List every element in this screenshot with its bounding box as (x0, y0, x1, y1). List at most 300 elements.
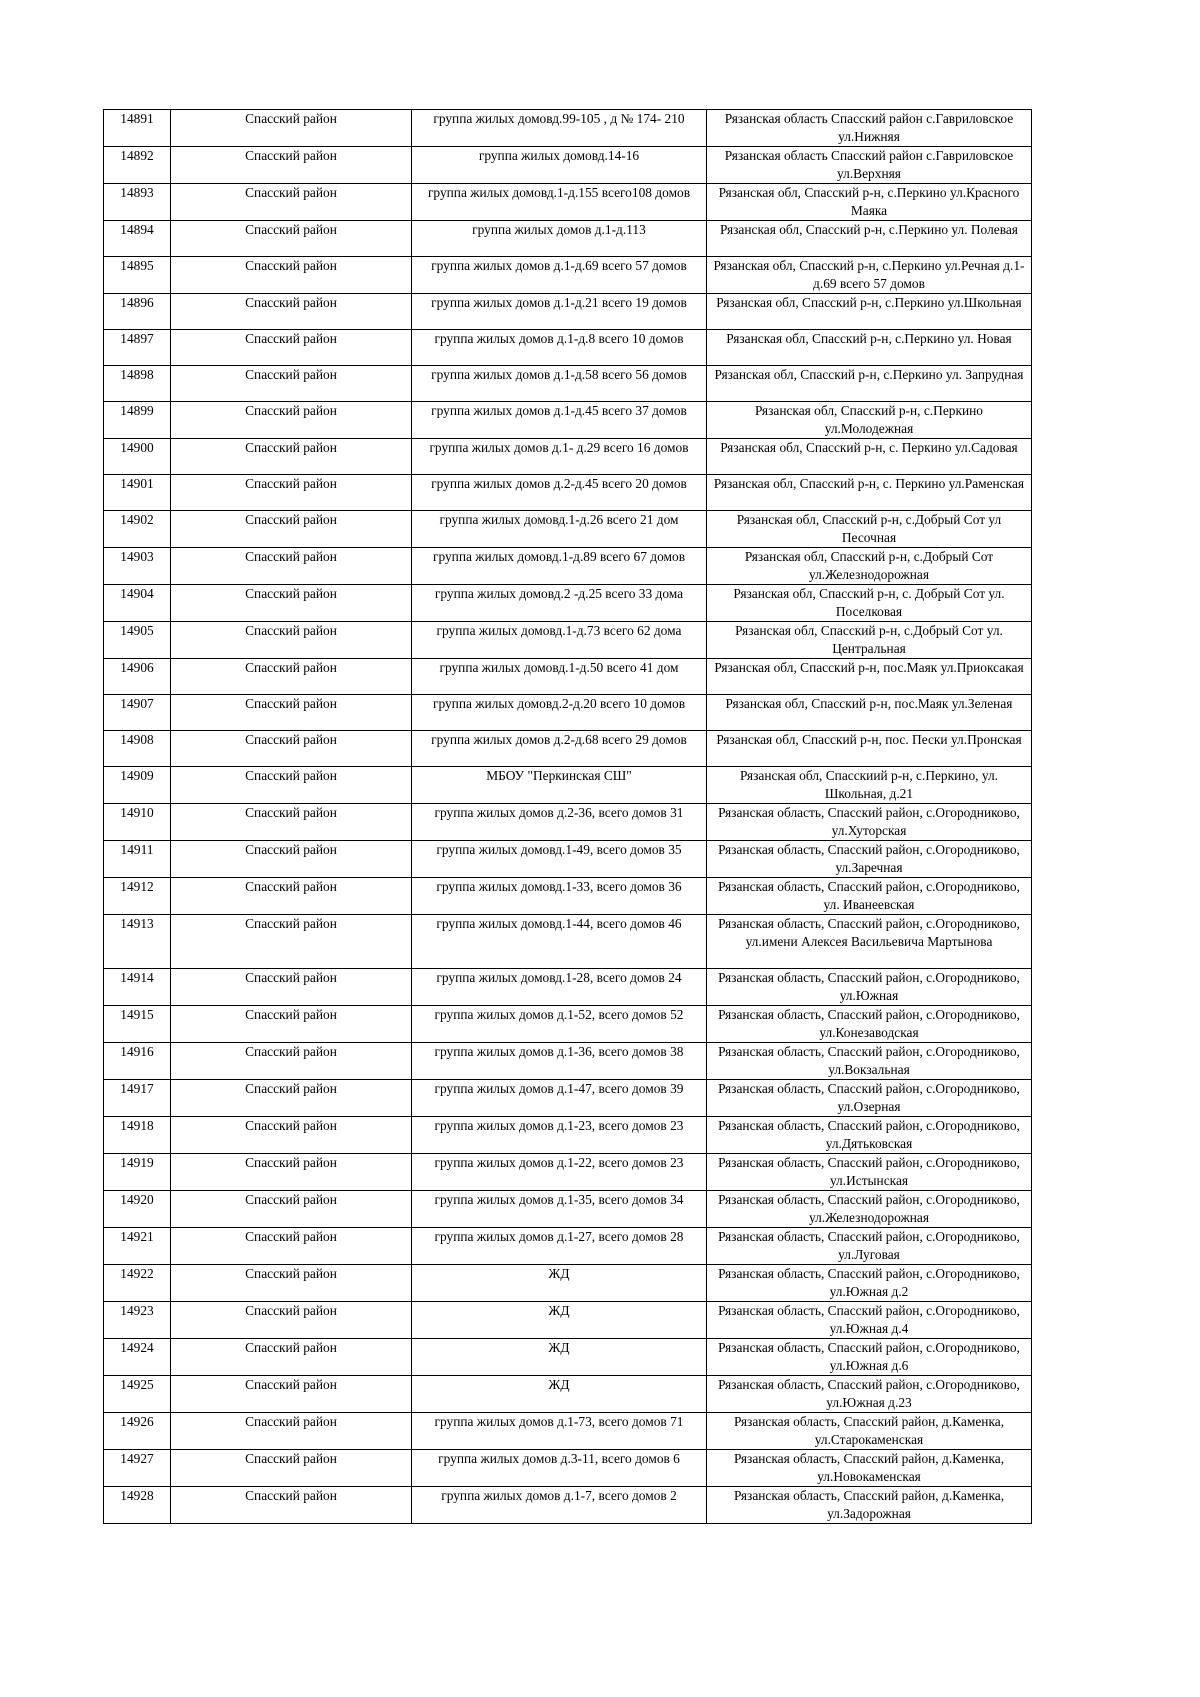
cell-object-text: группа жилых домов д.2-36, всего домов 31 (434, 805, 684, 820)
cell-number (104, 804, 171, 841)
cell-object (412, 147, 707, 184)
cell-address (707, 366, 1032, 402)
cell-object-text: группа жилых домовд.1-д.26 всего 21 дом (439, 512, 679, 527)
cell-number (104, 1006, 171, 1043)
table-row (104, 767, 1032, 804)
cell-district-text: Спасский район (245, 185, 337, 200)
table-row (104, 878, 1032, 915)
cell-district (171, 475, 412, 511)
cell-district-text: Спасский район (245, 1155, 337, 1170)
cell-number-text: 14909 (120, 768, 154, 783)
cell-object-text: группа жилых домов д.1-д.58 всего 56 домов (431, 367, 687, 382)
cell-address-text: Рязанская обл, Спасский р-н, с.Перкино ул. Запрудная (714, 367, 1024, 382)
cell-object (412, 1339, 707, 1376)
cell-object-text: группа жилых домовд.1-49, всего домов 35 (436, 842, 682, 857)
cell-object (412, 804, 707, 841)
cell-object-text: группа жилых домовд.99-105 , д № 174- 210 (433, 111, 685, 126)
cell-object-text: группа жилых домов д.1-д.8 всего 10 домов (434, 331, 684, 346)
cell-number (104, 330, 171, 366)
cell-address-text: Рязанская область, Спасский район, с.Огородниково, ул.Южная д.23 (718, 1377, 1020, 1410)
cell-number (104, 767, 171, 804)
cell-address-text: Рязанская область, Спасский район, с.Огородниково, ул.Заречная (718, 842, 1020, 875)
cell-object-text: группа жилых домовд.1-д.73 всего 62 дома (436, 623, 682, 638)
cell-object (412, 402, 707, 439)
cell-object (412, 1117, 707, 1154)
cell-address (707, 402, 1032, 439)
cell-address (707, 1080, 1032, 1117)
cell-number-text: 14896 (120, 295, 154, 310)
cell-object (412, 622, 707, 659)
cell-district (171, 184, 412, 221)
cell-district-text: Спасский район (245, 476, 337, 491)
cell-number-text: 14923 (120, 1303, 154, 1318)
cell-number-text: 14916 (120, 1044, 154, 1059)
cell-district-text: Спасский район (245, 1007, 337, 1022)
cell-object-text: группа жилых домовд.14-16 (478, 148, 640, 163)
table-row (104, 511, 1032, 548)
table-row (104, 110, 1032, 147)
cell-number (104, 402, 171, 439)
cell-number (104, 184, 171, 221)
cell-address (707, 1154, 1032, 1191)
cell-address-text: Рязанская область, Спасский район, с.Огородниково, ул.Вокзальная (718, 1044, 1020, 1077)
cell-number-text: 14911 (120, 842, 154, 857)
cell-number (104, 221, 171, 257)
cell-number-text: 14907 (120, 696, 154, 711)
cell-number-text: 14898 (120, 367, 154, 382)
cell-district (171, 1450, 412, 1487)
cell-object-text: ЖД (548, 1377, 570, 1392)
cell-object (412, 878, 707, 915)
cell-object (412, 1376, 707, 1413)
table-row (104, 1117, 1032, 1154)
cell-number (104, 110, 171, 147)
cell-district-text: Спасский район (245, 1266, 337, 1281)
cell-district (171, 1117, 412, 1154)
cell-district-text: Спасский район (245, 1451, 337, 1466)
cell-object-text: группа жилых домов д.1-27, всего домов 28 (434, 1229, 684, 1244)
cell-object (412, 1080, 707, 1117)
cell-district-text: Спасский район (245, 331, 337, 346)
cell-number-text: 14892 (120, 148, 154, 163)
cell-address-text: Рязанская обл, Спасскиий р-н, с.Перкино, ул. Школьная, д.21 (739, 768, 998, 801)
cell-district (171, 366, 412, 402)
table-row (104, 402, 1032, 439)
cell-object (412, 767, 707, 804)
cell-number-text: 14915 (120, 1007, 154, 1022)
cell-address-text: Рязанская обл, Спасский р-н, с.Добрый Сот ул. Центральная (735, 623, 1003, 656)
cell-object (412, 659, 707, 695)
cell-district (171, 402, 412, 439)
cell-address-text: Рязанская обл, Спасский р-н, с.Перкино ул. Полевая (720, 222, 1018, 237)
cell-number (104, 841, 171, 878)
cell-number-text: 14891 (120, 111, 154, 126)
cell-object-text: группа жилых домовд.2-д.20 всего 10 домов (432, 696, 686, 711)
cell-district-text: Спасский район (245, 1488, 337, 1503)
cell-object-text: группа жилых домовд.1-д.50 всего 41 дом (439, 660, 679, 675)
cell-district (171, 548, 412, 585)
cell-address (707, 878, 1032, 915)
cell-address (707, 1043, 1032, 1080)
cell-object-text: группа жилых домовд.2 -д.25 всего 33 дома (434, 586, 684, 601)
table-row (104, 1006, 1032, 1043)
cell-number (104, 1117, 171, 1154)
table-row (104, 330, 1032, 366)
cell-object-text: группа жилых домовд.1-д.89 всего 67 домов (432, 549, 686, 564)
table-row (104, 841, 1032, 878)
registry-table (103, 109, 1032, 1524)
cell-number (104, 915, 171, 969)
cell-address (707, 1006, 1032, 1043)
cell-district (171, 1487, 412, 1524)
cell-address-text: Рязанская обл, Спасский р-н, с.Перкино ул.Молодежная (754, 403, 983, 436)
cell-address (707, 1376, 1032, 1413)
cell-district-text: Спасский район (245, 732, 337, 747)
cell-address (707, 1450, 1032, 1487)
cell-district-text: Спасский район (245, 696, 337, 711)
cell-district-text: Спасский район (245, 879, 337, 894)
cell-address-text: Рязанская обл, Спасский р-н, с.Перкино ул.Речная д.1-д.69 всего 57 домов (713, 258, 1025, 291)
cell-number-text: 14902 (120, 512, 154, 527)
cell-district-text: Спасский район (245, 1414, 337, 1429)
cell-object (412, 110, 707, 147)
cell-district (171, 330, 412, 366)
registry-table-body (104, 110, 1032, 1524)
cell-object (412, 695, 707, 731)
cell-object (412, 1228, 707, 1265)
cell-number (104, 1376, 171, 1413)
cell-district-text: Спасский район (245, 1340, 337, 1355)
cell-address (707, 1413, 1032, 1450)
cell-district-text: Спасский район (245, 623, 337, 638)
cell-number (104, 147, 171, 184)
cell-object (412, 1154, 707, 1191)
cell-object (412, 511, 707, 548)
cell-district-text: Спасский район (245, 512, 337, 527)
cell-object-text: группа жилых домов д.1-35, всего домов 34 (434, 1192, 684, 1207)
cell-object-text: группа жилых домовд.1-28, всего домов 24 (436, 970, 682, 985)
cell-number-text: 14922 (120, 1266, 154, 1281)
cell-object (412, 366, 707, 402)
cell-address-text: Рязанская область, Спасский район, с.Огородниково, ул.Истынская (718, 1155, 1020, 1188)
cell-address-text: Рязанская область, Спасский район, д.Каменка, ул.Старокаменская (733, 1414, 1005, 1447)
cell-district-text: Спасский район (245, 660, 337, 675)
cell-object-text: группа жилых домовд.1-33, всего домов 36 (436, 879, 682, 894)
cell-object-text: группа жилых домов д.1-д.113 (472, 222, 646, 237)
cell-district (171, 915, 412, 969)
cell-address (707, 475, 1032, 511)
cell-district (171, 1043, 412, 1080)
cell-district (171, 767, 412, 804)
cell-address (707, 1265, 1032, 1302)
cell-address-text: Рязанская область, Спасский район, с.Огородниково, ул.Конезаводская (718, 1007, 1020, 1040)
table-row (104, 915, 1032, 969)
table-row (104, 1043, 1032, 1080)
cell-object (412, 439, 707, 475)
cell-address (707, 915, 1032, 969)
cell-object-text: группа жилых домов д.1-73, всего домов 71 (434, 1414, 684, 1429)
cell-number-text: 14926 (120, 1414, 154, 1429)
table-row (104, 1450, 1032, 1487)
cell-district-text: Спасский район (245, 1377, 337, 1392)
cell-number (104, 659, 171, 695)
cell-number (104, 1154, 171, 1191)
cell-object (412, 475, 707, 511)
cell-address-text: Рязанская область, Спасский район, с.Огородниково, ул.Южная (718, 970, 1020, 1003)
cell-address-text: Рязанская область, Спасский район, с.Огородниково, ул.Южная д.6 (718, 1340, 1020, 1373)
table-row (104, 439, 1032, 475)
cell-number (104, 1265, 171, 1302)
cell-object (412, 257, 707, 294)
cell-district (171, 147, 412, 184)
cell-number (104, 548, 171, 585)
cell-address-text: Рязанская обл, Спасский р-н, с. Перкино ул.Садовая (720, 440, 1018, 455)
table-row (104, 1487, 1032, 1524)
cell-object-text: группа жилых домов д.1-47, всего домов 39 (434, 1081, 684, 1096)
cell-address-text: Рязанская обл, Спасский р-н, с.Перкино ул.Школьная (716, 295, 1022, 310)
cell-number (104, 731, 171, 767)
cell-object-text: группа жилых домов д.3-11, всего домов 6 (438, 1451, 680, 1466)
cell-address (707, 731, 1032, 767)
table-row (104, 475, 1032, 511)
cell-number (104, 475, 171, 511)
cell-address (707, 659, 1032, 695)
cell-address-text: Рязанская область Спасский район с.Гавриловское ул.Нижняя (724, 111, 1014, 144)
cell-number (104, 969, 171, 1006)
cell-district (171, 511, 412, 548)
cell-object (412, 731, 707, 767)
cell-district-text: Спасский район (245, 1303, 337, 1318)
cell-district (171, 1154, 412, 1191)
cell-address (707, 294, 1032, 330)
cell-district-text: Спасский район (245, 1081, 337, 1096)
cell-district-text: Спасский район (245, 222, 337, 237)
cell-address (707, 439, 1032, 475)
cell-district-text: Спасский район (245, 440, 337, 455)
cell-address-text: Рязанская область, Спасский район, с.Огородниково, ул.Хуторская (718, 805, 1020, 838)
cell-address (707, 585, 1032, 622)
cell-object (412, 1302, 707, 1339)
cell-number-text: 14903 (120, 549, 154, 564)
cell-district (171, 804, 412, 841)
cell-district-text: Спасский район (245, 258, 337, 273)
cell-district (171, 1228, 412, 1265)
cell-object (412, 585, 707, 622)
cell-district (171, 841, 412, 878)
cell-object-text: группа жилых домов д.1-52, всего домов 52 (434, 1007, 684, 1022)
cell-district-text: Спасский район (245, 970, 337, 985)
cell-address-text: Рязанская область, Спасский район, с.Огородниково, ул.имени Алексея Васильевича Мартынова (718, 916, 1020, 949)
table-row (104, 1376, 1032, 1413)
cell-address-text: Рязанская область, Спасский район, с.Огородниково, ул.Дятьковская (718, 1118, 1020, 1151)
cell-address-text: Рязанская обл, Спасский р-н, пос.Маяк ул.Зеленая (725, 696, 1013, 711)
cell-district (171, 221, 412, 257)
cell-number (104, 1339, 171, 1376)
cell-district (171, 110, 412, 147)
cell-district (171, 1339, 412, 1376)
cell-number (104, 257, 171, 294)
table-row (104, 659, 1032, 695)
cell-address-text: Рязанская область, Спасский район, с.Огородниково, ул.Луговая (718, 1229, 1020, 1262)
cell-district (171, 731, 412, 767)
cell-district-text: Спасский район (245, 768, 337, 783)
cell-object-text: группа жилых домов д.1-7, всего домов 2 (441, 1488, 677, 1503)
cell-number-text: 14917 (120, 1081, 154, 1096)
cell-district-text: Спасский район (245, 1229, 337, 1244)
cell-district (171, 439, 412, 475)
cell-object-text: группа жилых домовд.1-д.155 всего108 домов (427, 185, 691, 200)
cell-address (707, 969, 1032, 1006)
cell-number (104, 695, 171, 731)
cell-address (707, 1487, 1032, 1524)
table-row (104, 1228, 1032, 1265)
cell-number (104, 1302, 171, 1339)
cell-number-text: 14904 (120, 586, 154, 601)
cell-address (707, 330, 1032, 366)
cell-address-text: Рязанская обл, Спасский р-н, с.Перкино ул. Новая (726, 331, 1012, 346)
cell-address (707, 184, 1032, 221)
table-row (104, 147, 1032, 184)
cell-number-text: 14924 (120, 1340, 154, 1355)
cell-address (707, 221, 1032, 257)
cell-object (412, 548, 707, 585)
cell-address-text: Рязанская область, Спасский район, с.Огородниково, ул.Южная д.2 (718, 1266, 1020, 1299)
cell-address (707, 1117, 1032, 1154)
cell-object-text: группа жилых домов д.1-23, всего домов 23 (434, 1118, 684, 1133)
cell-number (104, 1487, 171, 1524)
cell-address-text: Рязанская область, Спасский район, д.Каменка, ул.Задорожная (733, 1488, 1005, 1521)
cell-address-text: Рязанская обл, Спасский р-н, с.Добрый Сот ул Песочная (736, 512, 1002, 545)
cell-district (171, 257, 412, 294)
cell-district-text: Спасский район (245, 1192, 337, 1207)
cell-object (412, 1265, 707, 1302)
cell-address (707, 695, 1032, 731)
cell-address-text: Рязанская область, Спасский район, с.Огородниково, ул.Железнодорожная (718, 1192, 1020, 1225)
cell-object (412, 221, 707, 257)
cell-object-text: группа жилых домов д.1-36, всего домов 38 (434, 1044, 684, 1059)
table-row (104, 221, 1032, 257)
cell-district (171, 969, 412, 1006)
cell-number-text: 14905 (120, 623, 154, 638)
cell-district-text: Спасский район (245, 842, 337, 857)
cell-object-text: ЖД (548, 1340, 570, 1355)
cell-address-text: Рязанская область Спасский район с.Гавриловское ул.Верхняя (724, 148, 1014, 181)
table-row (104, 1265, 1032, 1302)
cell-number-text: 14894 (120, 222, 154, 237)
table-row (104, 1339, 1032, 1376)
cell-district (171, 294, 412, 330)
cell-object-text: группа жилых домовд.1-44, всего домов 46 (436, 916, 682, 931)
cell-number (104, 511, 171, 548)
cell-district (171, 622, 412, 659)
cell-address (707, 110, 1032, 147)
table-row (104, 294, 1032, 330)
cell-address (707, 1302, 1032, 1339)
cell-district (171, 1376, 412, 1413)
cell-object-text: МБОУ "Перкинская СШ" (486, 768, 632, 783)
table-row (104, 1191, 1032, 1228)
cell-address-text: Рязанская область, Спасский район, д.Каменка, ул.Новокаменская (733, 1451, 1005, 1484)
cell-object (412, 294, 707, 330)
cell-district (171, 695, 412, 731)
table-row (104, 622, 1032, 659)
cell-object-text: группа жилых домов д.2-д.45 всего 20 домов (431, 476, 687, 491)
cell-number (104, 439, 171, 475)
cell-address (707, 804, 1032, 841)
cell-district-text: Спасский район (245, 1118, 337, 1133)
cell-number-text: 14897 (120, 331, 154, 346)
cell-number-text: 14908 (120, 732, 154, 747)
cell-number-text: 14919 (120, 1155, 154, 1170)
cell-number (104, 622, 171, 659)
table-row (104, 969, 1032, 1006)
table-row (104, 1080, 1032, 1117)
cell-object (412, 1191, 707, 1228)
table-row (104, 257, 1032, 294)
cell-object (412, 969, 707, 1006)
cell-number-text: 14901 (120, 476, 154, 491)
cell-object-text: группа жилых домов д.1-д.21 всего 19 домов (431, 295, 687, 310)
cell-district-text: Спасский район (245, 295, 337, 310)
cell-number-text: 14893 (120, 185, 154, 200)
cell-object (412, 330, 707, 366)
cell-district (171, 1302, 412, 1339)
table-row (104, 184, 1032, 221)
cell-object (412, 184, 707, 221)
cell-district (171, 585, 412, 622)
table-row (104, 548, 1032, 585)
cell-district-text: Спасский район (245, 586, 337, 601)
table-row (104, 1413, 1032, 1450)
cell-address-text: Рязанская обл, Спасский р-н, пос.Маяк ул.Приоксакая (714, 660, 1024, 675)
cell-district-text: Спасский район (245, 148, 337, 163)
cell-number (104, 294, 171, 330)
cell-number-text: 14895 (120, 258, 154, 273)
cell-address-text: Рязанская область, Спасский район, с.Огородниково, ул. Иванеевская (718, 879, 1020, 912)
cell-object-text: группа жилых домов д.1- д.29 всего 16 домов (429, 440, 689, 455)
cell-district (171, 1413, 412, 1450)
cell-number-text: 14925 (120, 1377, 154, 1392)
cell-address (707, 147, 1032, 184)
cell-number (104, 878, 171, 915)
cell-district-text: Спасский район (245, 805, 337, 820)
cell-district (171, 878, 412, 915)
table-row (104, 585, 1032, 622)
cell-address-text: Рязанская обл, Спасский р-н, с. Добрый Сот ул. Поселковая (733, 586, 1005, 619)
cell-object (412, 1006, 707, 1043)
cell-object-text: группа жилых домов д.1-д.45 всего 37 домов (431, 403, 687, 418)
cell-address-text: Рязанская обл, Спасский р-н, пос. Пески ул.Пронская (716, 732, 1022, 747)
cell-object-text: группа жилых домов д.1-д.69 всего 57 домов (431, 258, 687, 273)
table-row (104, 731, 1032, 767)
cell-object-text: группа жилых домов д.1-22, всего домов 23 (434, 1155, 684, 1170)
cell-district-text: Спасский район (245, 1044, 337, 1059)
cell-address-text: Рязанская обл, Спасский р-н, с. Перкино ул.Раменская (713, 476, 1025, 491)
cell-district-text: Спасский район (245, 916, 337, 931)
cell-object (412, 1487, 707, 1524)
cell-district-text: Спасский район (245, 367, 337, 382)
cell-address (707, 1339, 1032, 1376)
cell-number (104, 1043, 171, 1080)
cell-district-text: Спасский район (245, 111, 337, 126)
table-row (104, 366, 1032, 402)
cell-number (104, 1228, 171, 1265)
cell-number (104, 1191, 171, 1228)
table-row (104, 804, 1032, 841)
cell-object-text: ЖД (548, 1266, 570, 1281)
cell-address-text: Рязанская область, Спасский район, с.Огородниково, ул.Южная д.4 (718, 1303, 1020, 1336)
cell-number-text: 14910 (120, 805, 154, 820)
